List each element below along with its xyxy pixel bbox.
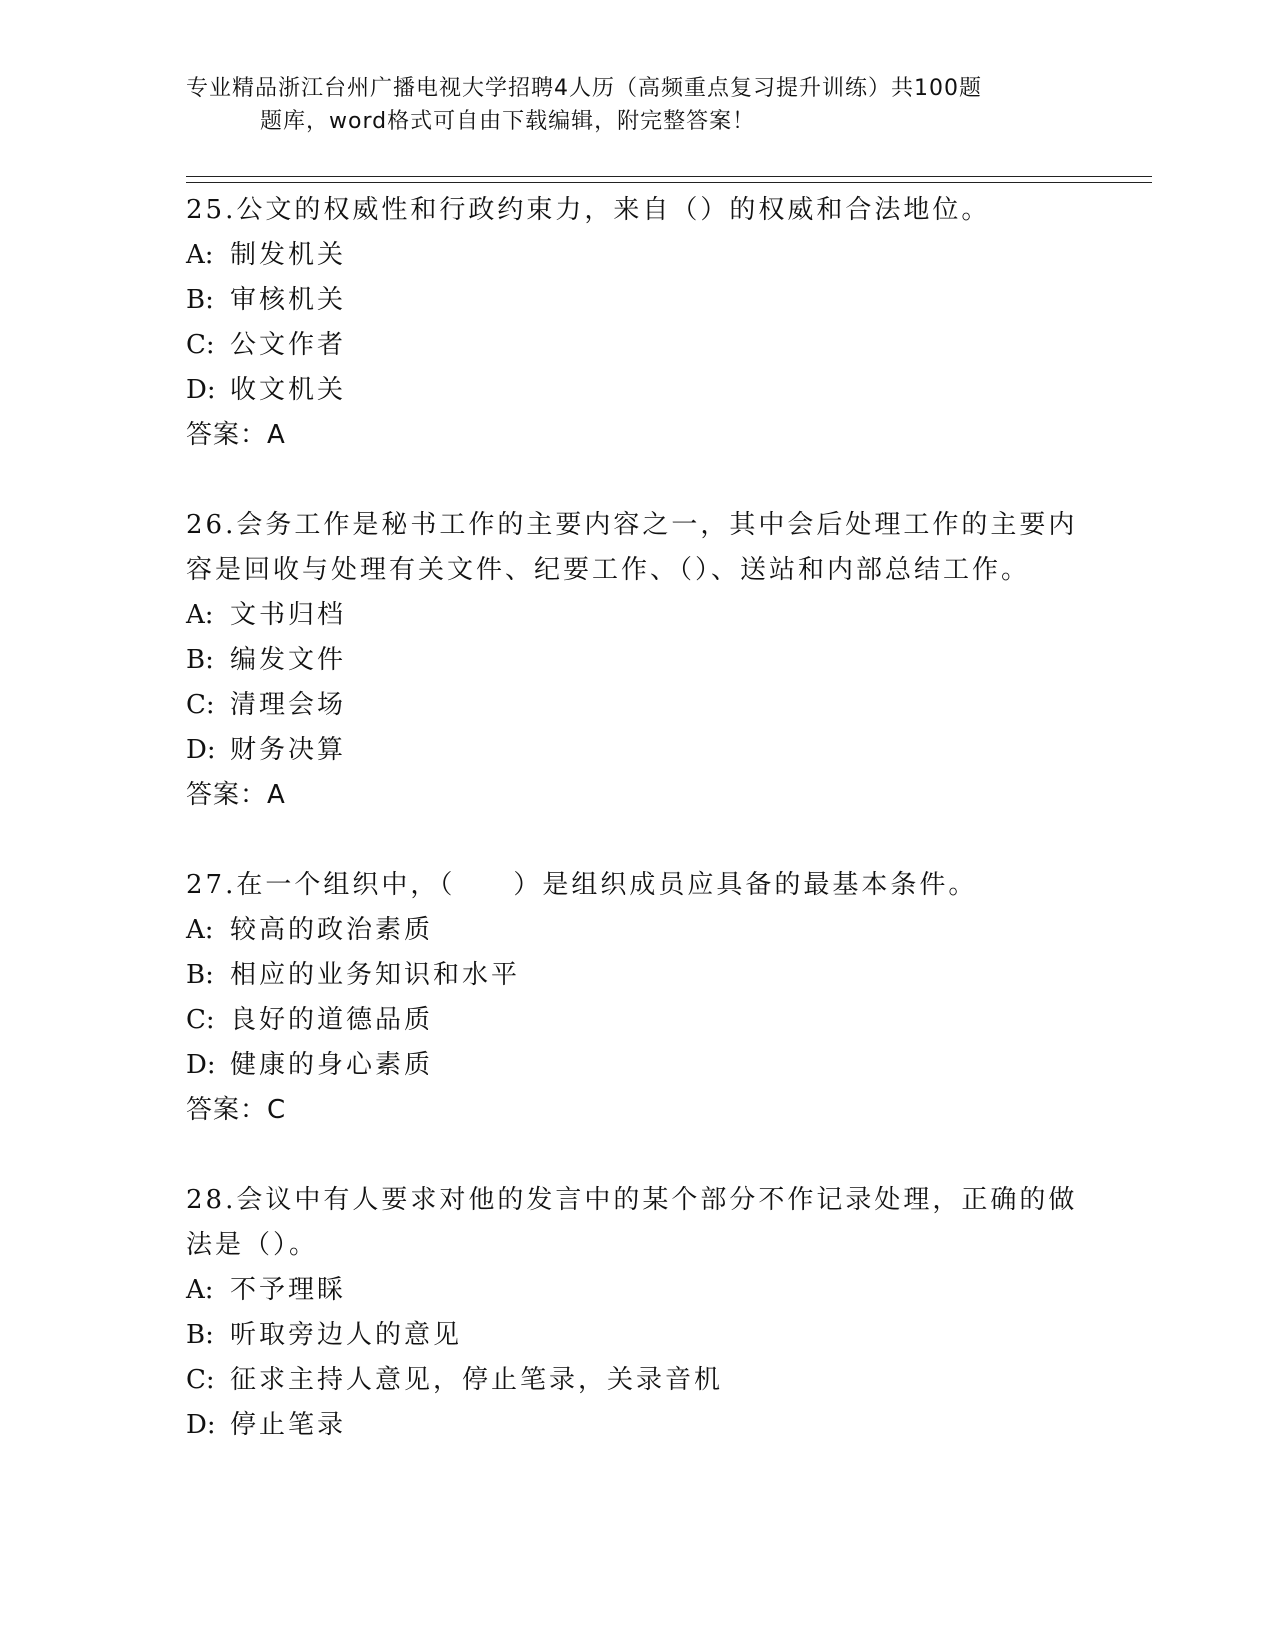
question-text: 25.公文的权威性和行政约束力，来自（）的权威和合法地位。 [186,195,991,225]
option-d [186,728,1086,773]
option-letter: A: [186,600,214,630]
option-text: 清理会场 [230,690,347,720]
option-text: 征求主持人意见，停止笔录，关录音机 [230,1365,724,1395]
option-letter: D: [186,375,216,405]
option-c [186,683,1086,728]
option-text: 审核机关 [230,285,347,315]
answer-text: 答案：A [186,420,286,450]
option-d [186,368,1086,413]
option-a [186,233,1086,278]
option-text: 健康的身心素质 [230,1050,434,1080]
option-letter: C: [186,330,215,360]
option-a [186,1268,1086,1313]
option-text: 财务决算 [230,735,347,765]
option-text: 编发文件 [230,645,347,675]
option-letter: B: [186,645,214,675]
option-letter: C: [186,690,215,720]
header-divider-bottom [186,182,1152,183]
answer-text: 答案：C [186,1095,287,1125]
option-b [186,1313,1086,1358]
question-text: 28.会议中有人要求对他的发言中的某个部分不作记录处理，正确的做法是（）。 [186,1185,1078,1260]
option-a [186,908,1086,953]
document-header [186,72,1086,138]
option-letter: D: [186,735,216,765]
option-text: 文书归档 [230,600,347,630]
option-letter: D: [186,1050,216,1080]
option-b [186,953,1086,998]
option-letter: A: [186,240,214,270]
header-divider-top [186,176,1152,177]
option-letter: B: [186,960,214,990]
option-letter: B: [186,1320,214,1350]
option-c [186,1358,1086,1403]
option-d [186,1403,1086,1448]
option-letter: A: [186,1275,214,1305]
header-title-line-2: 题库，word格式可自由下载编辑，附完整答案！ [260,109,756,134]
question-text: 26.会务工作是秘书工作的主要内容之一，其中会后处理工作的主要内容是回收与处理有关文件、纪要工作、（）、送站和内部总结工作。 [186,510,1078,585]
option-c [186,998,1086,1043]
option-text: 不予理睬 [230,1275,347,1305]
option-letter: D: [186,1410,216,1440]
question-text: 27.在一个组织中，（ ）是组织成员应具备的最基本条件。 [186,870,978,900]
option-c [186,323,1086,368]
option-a [186,593,1086,638]
question-list [186,188,1086,1493]
option-b [186,638,1086,683]
answer-text: 答案：A [186,780,286,810]
option-text: 制发机关 [230,240,347,270]
question-item [186,188,1086,458]
option-text: 良好的道德品质 [230,1005,434,1035]
option-letter: C: [186,1005,215,1035]
option-b [186,278,1086,323]
option-letter: B: [186,285,214,315]
option-letter: C: [186,1365,215,1395]
option-text: 较高的政治素质 [230,915,434,945]
header-title-line-1: 专业精品浙江台州广播电视大学招聘4人历（高频重点复习提升训练）共100题 [186,76,982,101]
option-text: 收文机关 [230,375,347,405]
question-item [186,503,1086,818]
option-text: 停止笔录 [230,1410,347,1440]
option-d [186,1043,1086,1088]
option-text: 公文作者 [230,330,347,360]
question-item [186,1178,1086,1448]
option-text: 听取旁边人的意见 [230,1320,463,1350]
question-item [186,863,1086,1133]
option-letter: A: [186,915,214,945]
option-text: 相应的业务知识和水平 [230,960,521,990]
